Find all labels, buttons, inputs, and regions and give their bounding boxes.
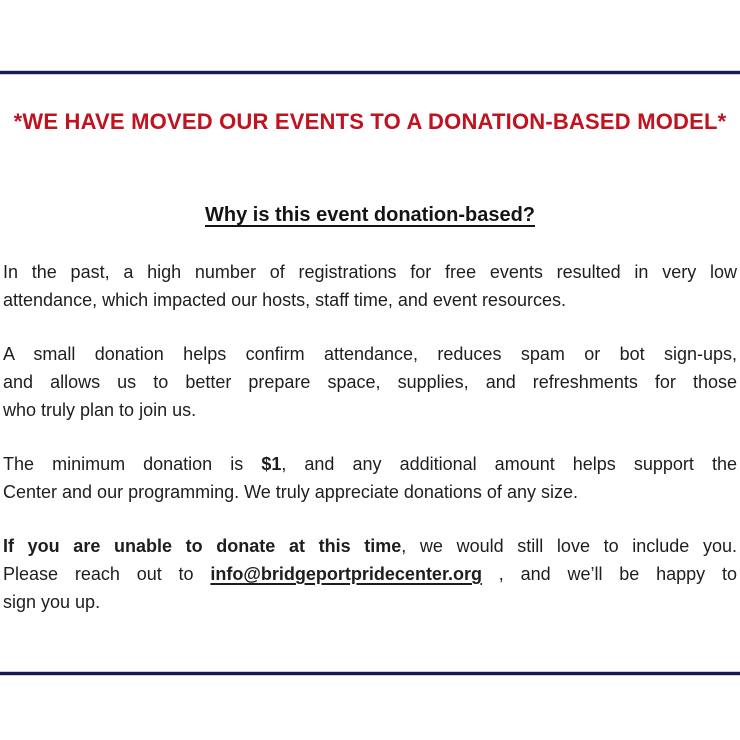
section-heading — [3, 203, 737, 227]
banner-title: *WE HAVE MOVED OUR EVENTS TO A DONATION-BASED MODEL* — [13, 109, 727, 134]
unable-to-donate-text: If you are unable to donate at this time — [3, 536, 402, 556]
section-heading-text: Why is this event donation-based? — [204, 204, 536, 226]
top-divider-rule — [0, 71, 740, 74]
text-segment: , and any additional amount helps support the — [281, 454, 737, 474]
text-segment: The minimum donation is — [3, 454, 262, 474]
paragraph-small-donation — [3, 340, 737, 424]
text-line — [3, 450, 737, 478]
paragraph-minimum-donation — [3, 450, 737, 506]
flyer-body — [3, 203, 737, 642]
text-line: A small donation helps confirm attendance, reduces spam or bot sign-ups, — [3, 344, 737, 364]
text-line: sign you up. — [3, 592, 101, 612]
text-line — [3, 560, 737, 588]
minimum-amount-text: $1 — [261, 454, 282, 474]
paragraph-unable-to-donate — [3, 532, 737, 616]
bottom-divider-rule — [0, 672, 740, 675]
text-line: and allows us to better prepare space, supplies, and refreshments for those — [3, 372, 737, 392]
text-line: In the past, a high number of registrations for free events resulted in very low — [3, 262, 737, 282]
text-segment: Please reach out to — [3, 564, 211, 584]
text-line — [3, 532, 737, 560]
text-line: Center and our programming. We truly appreciate donations of any size. — [3, 482, 578, 502]
text-segment: , we would still love to include you. — [401, 536, 737, 556]
email-link[interactable]: info@bridgeportpridecenter.org — [210, 564, 482, 584]
text-segment: , and we’ll be happy to — [481, 564, 738, 584]
text-line: who truly plan to join us. — [3, 400, 197, 420]
text-line: attendance, which impacted our hosts, staff time, and event resources. — [3, 290, 566, 310]
paragraph-past-attendance — [3, 258, 737, 314]
